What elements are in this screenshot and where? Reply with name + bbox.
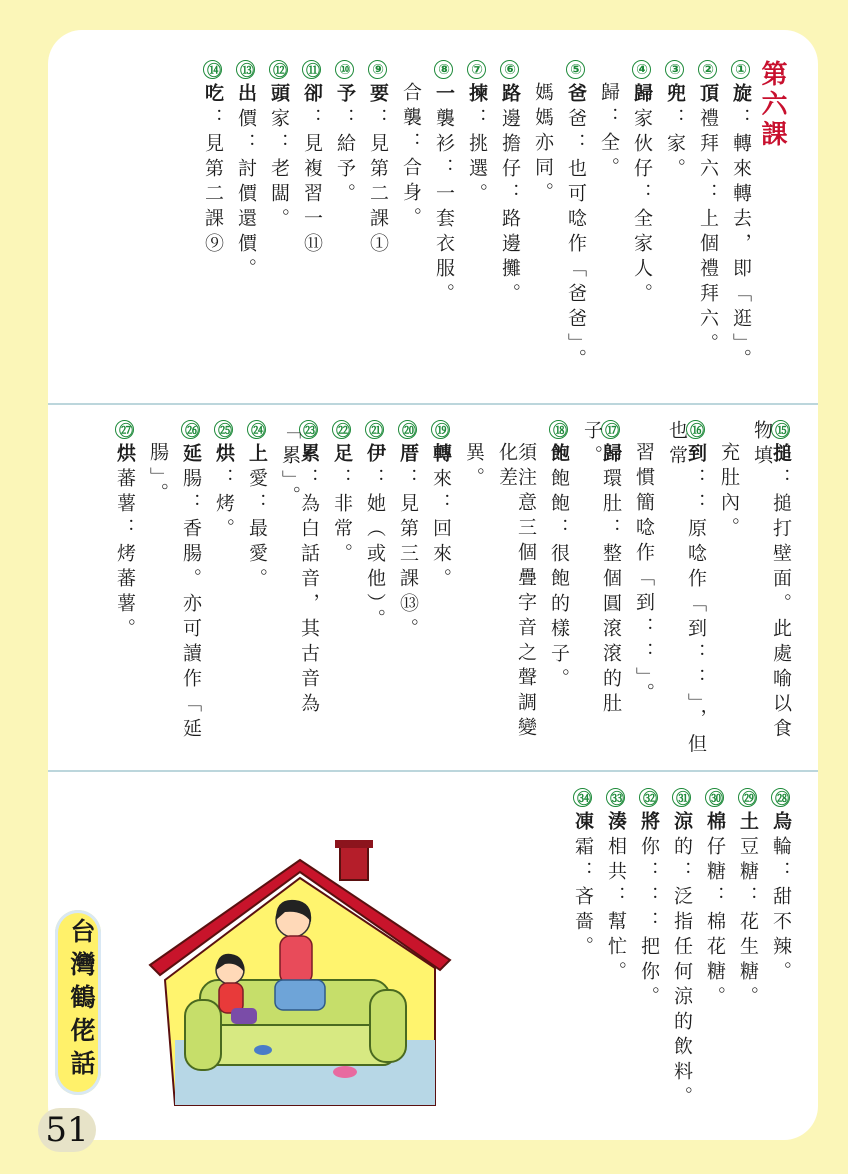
entry-term: 予 bbox=[334, 83, 356, 108]
vocab-line bbox=[752, 420, 790, 760]
mother-skirt bbox=[275, 980, 325, 1010]
entry-term: 烘 bbox=[213, 443, 235, 468]
entry-term: 棉 bbox=[704, 811, 726, 836]
entry-definition: ：搥打壁面。此處喻以食物填 bbox=[751, 420, 792, 743]
entry-definition: 異。 bbox=[463, 442, 485, 492]
entry-definition: 須注意三個疊字音之聲調變化差 bbox=[496, 442, 537, 742]
entry-definition: 飽飽：很飽的樣子。 bbox=[548, 468, 570, 693]
entry-number: ⑨ bbox=[370, 61, 386, 78]
entry-term: 轉 bbox=[430, 443, 452, 468]
entry-number: ⑲ bbox=[431, 420, 450, 439]
entry-number: ㉘ bbox=[771, 788, 790, 807]
entry-number: ⑱ bbox=[549, 420, 568, 439]
mother-shoe bbox=[333, 1066, 357, 1078]
entry-number: ⑭ bbox=[203, 60, 222, 79]
mother-body bbox=[280, 936, 312, 984]
entry-number: ⑧ bbox=[436, 61, 452, 78]
entry-term: 吃 bbox=[202, 83, 224, 108]
vocab-line bbox=[302, 60, 321, 258]
entry-number: ⑫ bbox=[269, 60, 288, 79]
entry-term: 飽 bbox=[548, 443, 570, 468]
vocab-line bbox=[549, 420, 568, 693]
entry-definition: ：非常。 bbox=[331, 468, 353, 568]
vocab-line bbox=[634, 442, 653, 708]
entry-definition: 仔糖：棉花糖。 bbox=[704, 836, 726, 1011]
entry-term: 延 bbox=[180, 443, 202, 468]
vocab-line bbox=[771, 788, 790, 986]
entry-definition: 腸」。 bbox=[147, 442, 169, 508]
entry-definition: 的：泛指任何涼的飲料。 bbox=[671, 836, 693, 1111]
entry-number: ④ bbox=[634, 61, 650, 78]
entry-definition: 價：討價還價。 bbox=[235, 108, 257, 283]
entry-number: ㉓ bbox=[299, 420, 318, 439]
vocab-line bbox=[566, 60, 585, 374]
lesson-title: 第六課 bbox=[757, 60, 787, 150]
entry-term: 歸 bbox=[600, 443, 622, 468]
vocab-line bbox=[573, 788, 592, 961]
entry-number: ㉒ bbox=[332, 420, 351, 439]
entry-term: 卻 bbox=[301, 83, 323, 108]
vocab-line bbox=[431, 420, 450, 593]
entry-term: 土 bbox=[737, 811, 759, 836]
sofa-arm-right bbox=[370, 990, 406, 1062]
vocab-line bbox=[599, 82, 618, 182]
vocab-line bbox=[698, 60, 717, 358]
vocab-line bbox=[247, 420, 266, 593]
vocab-line bbox=[434, 60, 453, 308]
entry-term: 厝 bbox=[397, 443, 419, 468]
entry-number: ⑮ bbox=[771, 420, 790, 439]
entry-term: 歸 bbox=[631, 83, 653, 108]
entry-definition: ：為白話音，其古音為「累」。 bbox=[279, 420, 320, 718]
entry-number: ㉜ bbox=[639, 788, 658, 807]
entry-term: 頂 bbox=[697, 83, 719, 108]
entry-term: 爸 bbox=[565, 83, 587, 108]
entry-number: ㉚ bbox=[705, 788, 724, 807]
entry-definition: 相共：幫忙。 bbox=[605, 836, 627, 986]
entry-definition: 家伙仔：全家人。 bbox=[631, 108, 653, 308]
entry-number: ② bbox=[700, 61, 716, 78]
vocab-line bbox=[533, 82, 552, 207]
section-divider bbox=[48, 403, 818, 405]
entry-number: ⑳ bbox=[398, 420, 417, 439]
entry-number: ㉞ bbox=[573, 788, 592, 807]
entry-term: 伊 bbox=[364, 443, 386, 468]
entry-number: ⑪ bbox=[302, 60, 321, 79]
entry-term: 湊 bbox=[605, 811, 627, 836]
entry-definition: ：給予。 bbox=[334, 108, 356, 208]
child-shoe bbox=[254, 1045, 272, 1055]
vocab-line bbox=[667, 420, 705, 760]
house-illustration bbox=[145, 840, 455, 1110]
entry-term: 烘 bbox=[114, 443, 136, 468]
entry-term: 上 bbox=[246, 443, 268, 468]
entry-definition: 合襲：合身。 bbox=[400, 82, 422, 232]
entry-number: ⑰ bbox=[601, 420, 620, 439]
entry-definition: 充肚內。 bbox=[718, 442, 740, 542]
vocab-line bbox=[148, 442, 167, 508]
entry-definition: ：挑選。 bbox=[466, 108, 488, 208]
entry-term: 足 bbox=[331, 443, 353, 468]
vocab-line bbox=[214, 420, 233, 543]
vocab-line bbox=[665, 60, 684, 183]
vocab-line bbox=[280, 420, 318, 760]
entry-definition: 蕃薯：烤蕃薯。 bbox=[114, 468, 136, 643]
vocab-line bbox=[497, 442, 535, 760]
vocab-line bbox=[368, 60, 387, 258]
vocab-line bbox=[632, 60, 651, 308]
vocab-line bbox=[332, 420, 351, 568]
vocab-line bbox=[705, 788, 724, 1011]
vocab-line bbox=[335, 60, 354, 208]
section-divider bbox=[48, 770, 818, 772]
sofa-arm-left bbox=[185, 1000, 221, 1070]
entry-number: ㉑ bbox=[365, 420, 384, 439]
entry-number: ⑥ bbox=[502, 61, 518, 78]
entry-term: 烏 bbox=[770, 811, 792, 836]
entry-term: 凍 bbox=[572, 811, 594, 836]
vocab-line bbox=[365, 420, 384, 634]
vocab-line bbox=[401, 82, 420, 232]
entry-definition: 襲衫：一套衣服。 bbox=[433, 108, 455, 308]
entry-number: ㉛ bbox=[672, 788, 691, 807]
entry-definition: ：轉來轉去，即「逛」。 bbox=[730, 108, 752, 374]
entry-term: 一 bbox=[433, 83, 455, 108]
entry-definition: ：她（或他）。 bbox=[364, 468, 386, 634]
entry-term: 兜 bbox=[664, 83, 686, 108]
vocab-line bbox=[606, 788, 625, 986]
entry-definition: ：：原唸作「到：：」，但也常 bbox=[666, 420, 707, 759]
vocab-line bbox=[115, 420, 134, 643]
sofa-seat bbox=[195, 1025, 395, 1065]
entry-definition: ：見第二課⑨ bbox=[202, 108, 224, 258]
entry-definition: 家：老闆。 bbox=[268, 108, 290, 233]
entry-definition: 來：回來。 bbox=[430, 468, 452, 593]
entry-number: ㉖ bbox=[181, 420, 200, 439]
vocab-line bbox=[500, 60, 519, 308]
entry-number: ㉙ bbox=[738, 788, 757, 807]
entry-definition: 歸：全。 bbox=[598, 82, 620, 182]
entry-definition: 邊擔仔：路邊攤。 bbox=[499, 108, 521, 308]
entry-definition: 環肚：整個圓滾滾的肚子。 bbox=[581, 420, 622, 718]
entry-number: ③ bbox=[667, 61, 683, 78]
vocab-section-3 bbox=[520, 788, 790, 1128]
entry-definition: 禮拜六：上個禮拜六。 bbox=[697, 108, 719, 358]
entry-term: 旋 bbox=[730, 83, 752, 108]
vocab-line bbox=[582, 420, 620, 760]
vocab-line bbox=[398, 420, 417, 643]
entry-number: ㉗ bbox=[115, 420, 134, 439]
entry-definition: 爸：也可唸作「爸爸」。 bbox=[565, 108, 587, 374]
entry-term: 揀 bbox=[466, 83, 488, 108]
vocab-line bbox=[203, 60, 222, 258]
entry-definition: ：見複習一⑪ bbox=[301, 108, 323, 258]
vocab-section-2 bbox=[90, 420, 790, 760]
entry-definition: 愛：最愛。 bbox=[246, 468, 268, 593]
vocab-line bbox=[181, 420, 200, 743]
entry-term: 搥 bbox=[770, 443, 792, 468]
entry-term: 頭 bbox=[268, 83, 290, 108]
vocab-line bbox=[738, 788, 757, 1011]
vocab-line bbox=[719, 442, 738, 542]
vocab-line bbox=[639, 788, 658, 1011]
entry-definition: 霜：吝嗇。 bbox=[572, 836, 594, 961]
page-number: 51 bbox=[38, 1108, 96, 1152]
vocab-section-1 bbox=[110, 60, 750, 395]
entry-term: 累 bbox=[298, 443, 320, 468]
entry-number: ① bbox=[733, 61, 749, 78]
chimney-cap bbox=[335, 840, 373, 848]
entry-definition: 輪：甜不辣。 bbox=[770, 836, 792, 986]
entry-term: 路 bbox=[499, 83, 521, 108]
entry-definition: ：烤。 bbox=[213, 468, 235, 543]
entry-term: 將 bbox=[638, 811, 660, 836]
entry-number: ㉔ bbox=[247, 420, 266, 439]
entry-definition: 豆糖：花生糖。 bbox=[737, 836, 759, 1011]
entry-definition: 媽媽亦同。 bbox=[532, 82, 554, 207]
entry-number: ⑤ bbox=[568, 61, 584, 78]
child-shorts bbox=[231, 1008, 257, 1024]
entry-number: ㉝ bbox=[606, 788, 625, 807]
book-title: 台灣鶴佬話 bbox=[67, 918, 96, 1083]
entry-number: ⑦ bbox=[469, 61, 485, 78]
entry-definition: 習慣簡唸作「到：：」。 bbox=[633, 442, 655, 708]
entry-term: 涼 bbox=[671, 811, 693, 836]
entry-term: 到 bbox=[685, 443, 707, 468]
entry-definition: 腸：香腸。亦可讀作「延 bbox=[180, 468, 202, 743]
entry-definition: 你：：：把你。 bbox=[638, 836, 660, 1011]
vocab-line bbox=[464, 442, 483, 492]
entry-definition: ：見第二課① bbox=[367, 108, 389, 258]
vocab-line bbox=[467, 60, 486, 208]
entry-number: ⑯ bbox=[686, 420, 705, 439]
entry-term: 出 bbox=[235, 83, 257, 108]
entry-number: ㉕ bbox=[214, 420, 233, 439]
entry-term: 要 bbox=[367, 83, 389, 108]
vocab-line bbox=[731, 60, 750, 374]
entry-definition: ：見第三課⑬。 bbox=[397, 468, 419, 643]
entry-definition: ：家。 bbox=[664, 108, 686, 183]
vocab-line bbox=[236, 60, 255, 283]
entry-number: ⑬ bbox=[236, 60, 255, 79]
vocab-line bbox=[269, 60, 288, 233]
vocab-line bbox=[672, 788, 691, 1111]
entry-number: ⑩ bbox=[337, 61, 353, 78]
